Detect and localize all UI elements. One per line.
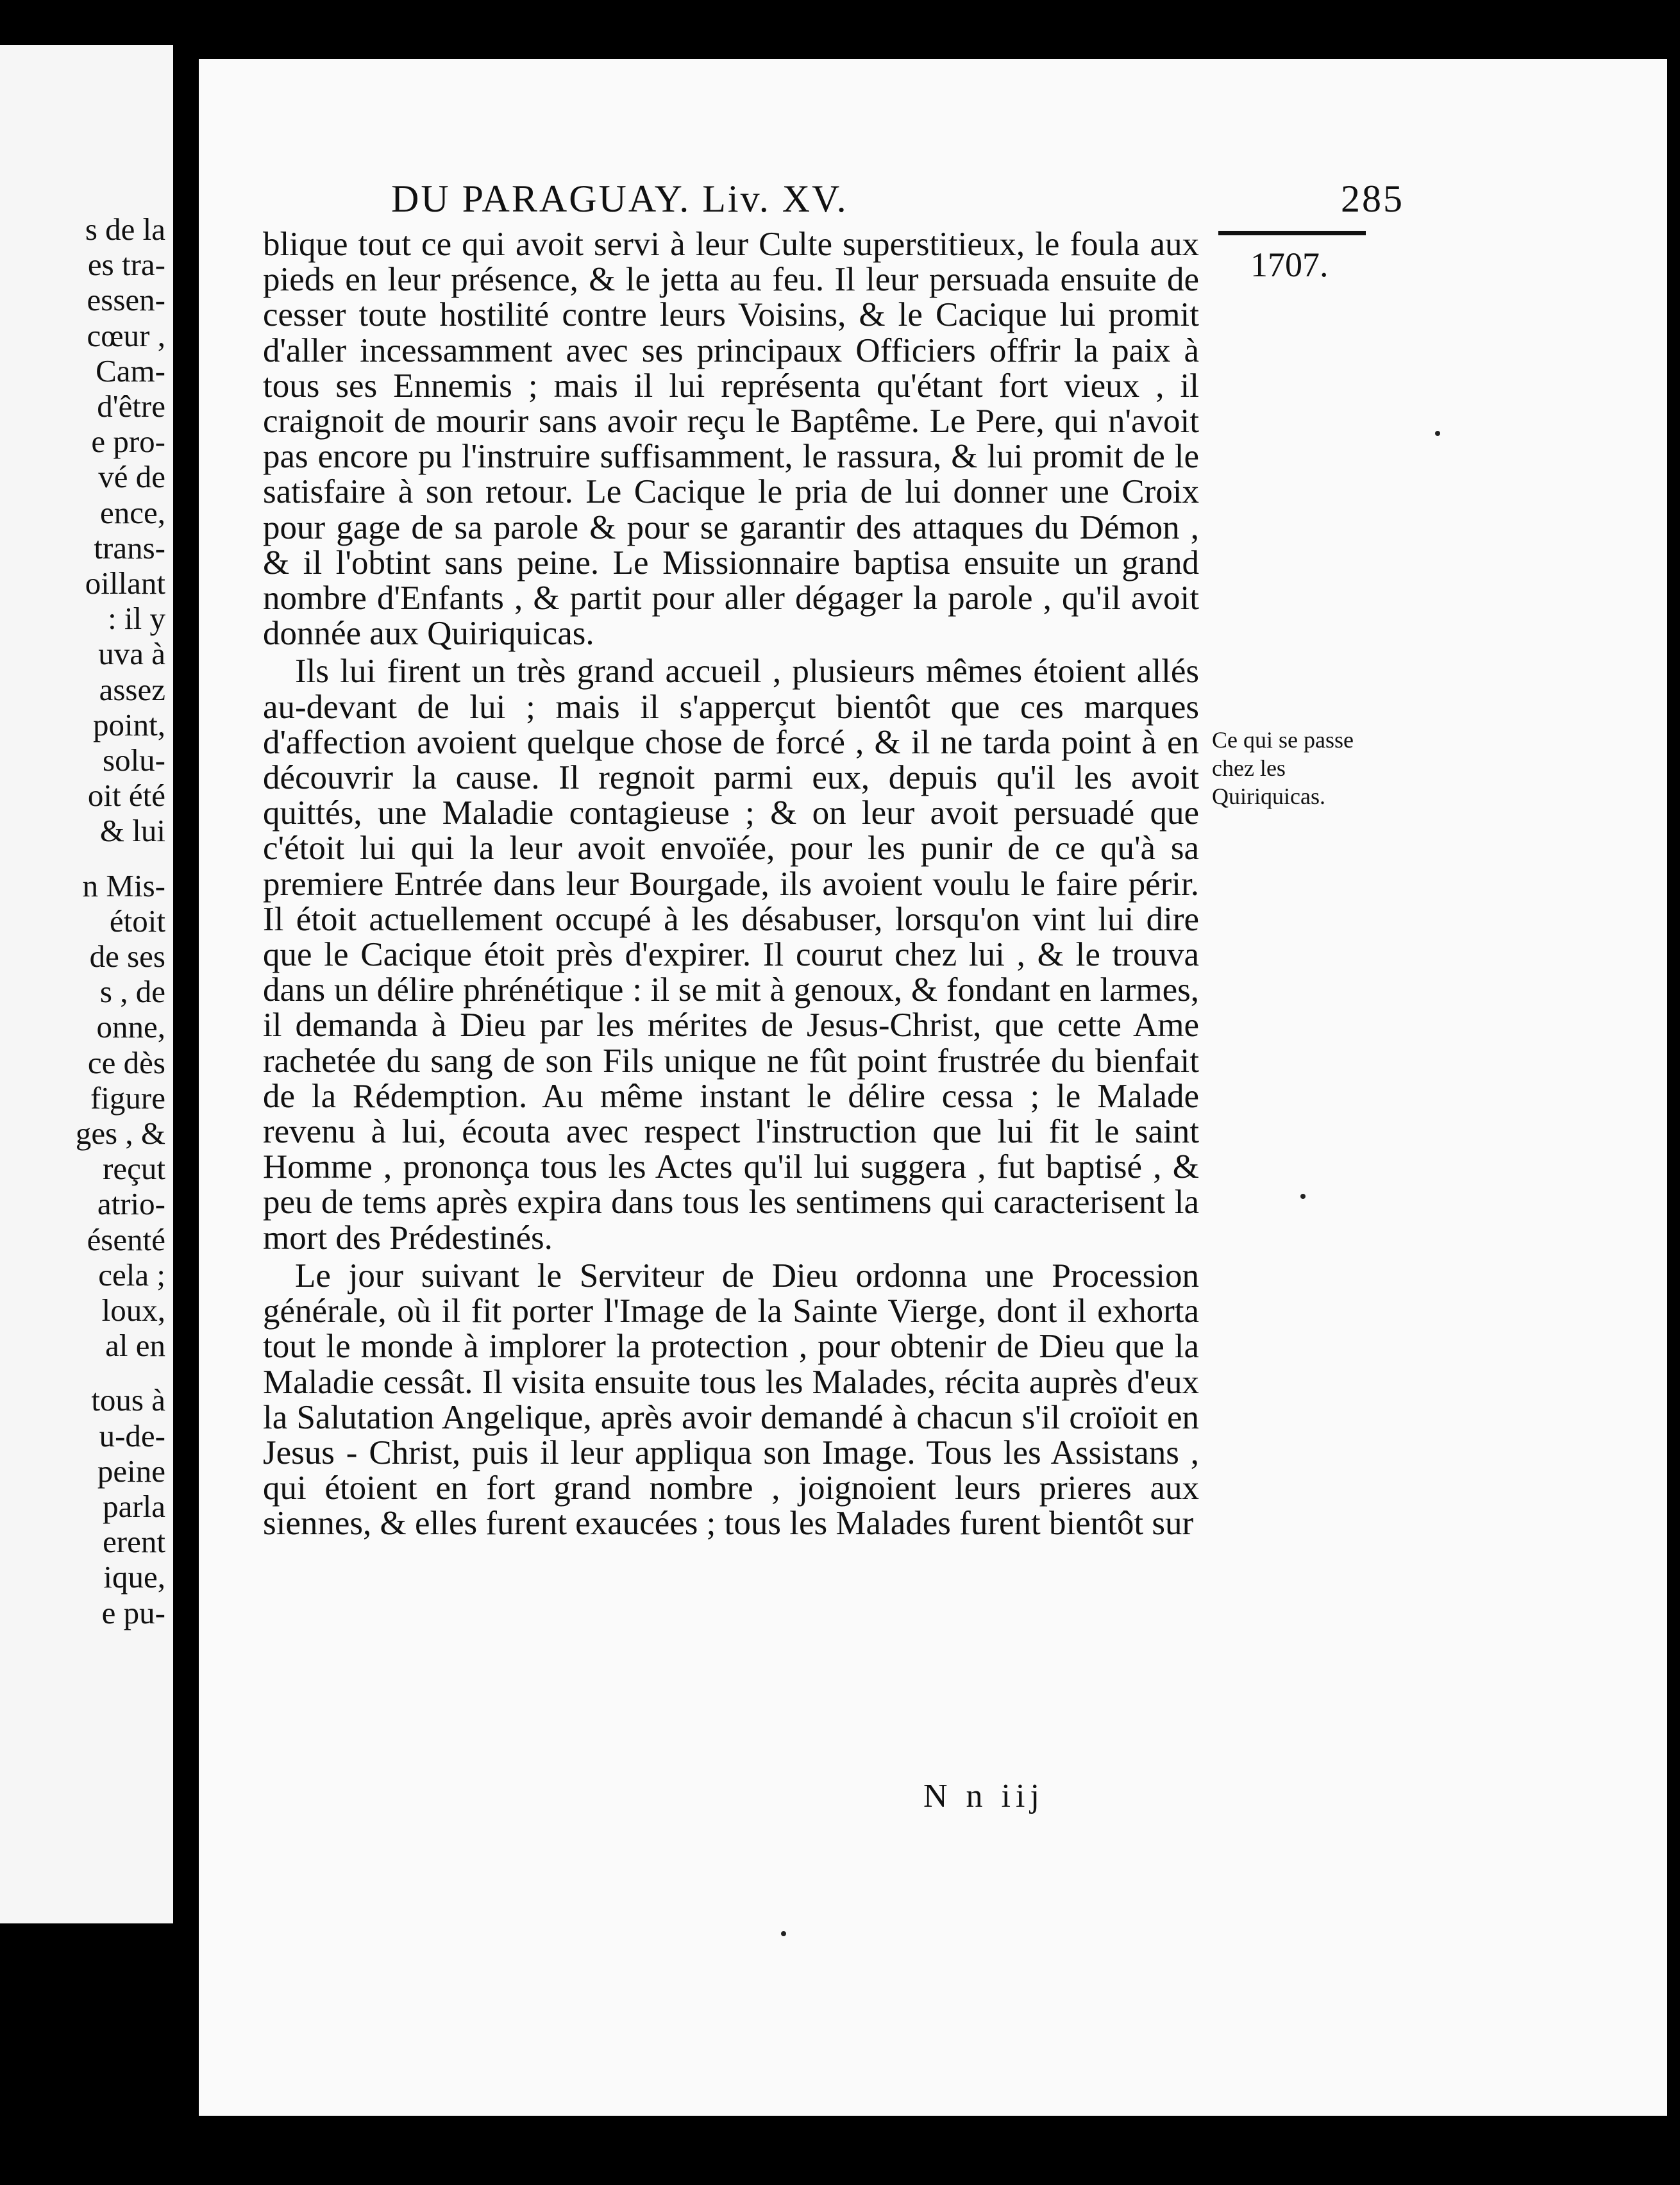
facing-page-line: u-de- xyxy=(99,1418,165,1453)
book-page xyxy=(199,59,1667,2116)
running-title: DU PARAGUAY. Liv. XV. xyxy=(391,178,848,220)
facing-page-line: peine xyxy=(97,1453,165,1489)
page-number: 285 xyxy=(1341,178,1404,220)
paragraph-3: Le jour suivant le Serviteur de Dieu ordonna une Procession générale, où il fit porter l'Image de la Sainte Vierge, dont il exhorta tout le monde à implorer la protection , pour obtenir de Dieu que la Maladie cessât. Il visita ensuite tous les Malades, récita auprès d'eux la Salutation Angelique, après avoir demandé à chacun s'il croïoit en Jesus - Christ, puis il leur appliqua son Image. Tous les Assistans , qui étoient en fort grand nombre , joignoient leurs prieres aux siennes, & elles furent exaucées ; tous les Malades furent bientôt sur xyxy=(263,1257,1199,1543)
margin-year: 1707. xyxy=(1250,246,1329,284)
facing-page-line: n Mis- xyxy=(82,867,165,903)
margin-rule xyxy=(1218,231,1366,235)
facing-page-line: reçut xyxy=(103,1151,165,1187)
facing-page-line: ence, xyxy=(100,494,165,530)
facing-page-line: ésenté xyxy=(87,1221,165,1257)
speck xyxy=(781,1931,786,1936)
facing-page-line: solu- xyxy=(103,742,165,778)
facing-page-line: e pu- xyxy=(101,1595,165,1630)
facing-page-line: es tra- xyxy=(87,247,165,283)
facing-page-line: vé de xyxy=(98,459,165,495)
facing-page-line: oit été xyxy=(87,778,165,814)
facing-page-line: & lui xyxy=(99,813,165,849)
facing-page-line: d'être xyxy=(97,389,165,424)
facing-page-line: erent xyxy=(103,1524,165,1560)
facing-page-line: cela ; xyxy=(98,1257,165,1293)
facing-page-line: s , de xyxy=(99,974,165,1010)
facing-page-line: e pro- xyxy=(91,424,165,460)
running-head xyxy=(391,177,1404,228)
facing-page-line: atrio- xyxy=(97,1186,165,1222)
facing-page-line: trans- xyxy=(94,530,165,565)
facing-page-line: de ses xyxy=(89,939,165,974)
facing-page-line: parla xyxy=(103,1489,165,1524)
facing-page-line: onne, xyxy=(96,1009,165,1045)
facing-page-line: al en xyxy=(105,1328,165,1364)
margin-note: Ce qui se passe chez les Quiriquicas. xyxy=(1212,727,1354,809)
facing-page-line: assez xyxy=(99,671,165,707)
facing-page-line: tous à xyxy=(91,1382,165,1418)
facing-page-line: essen- xyxy=(87,282,165,318)
main-text xyxy=(263,227,1199,1542)
paragraph-1: blique tout ce qui avoit servi à leur Culte superstitieux, le foula aux pieds en leur présence, & le jetta au feu. Il leur persuada ensuite de cesser toute hostilité contre leurs Voisins, & le Cacique lui promit d'aller incessamment avec ses principaux Officiers offrir la paix à tous ses Ennemis ; mais il lui représenta qu'étant fort vieux , il craignoit de mourir sans avoir reçu le Baptême. Le Pere, qui n'avoit pas encore pu l'instruire suffisamment, le rassura, & lui promit de le satisfaire à son retour. Le Cacique le pria de lui donner une Croix pour gage de sa parole & pour se garantir des attaques du Démon , & il l'obtint sans peine. Le Missionnaire baptisa ensuite un grand nombre d'Enfants , & partit pour aller dégager la parole , qu'il avoit donnée aux Quiriquicas. xyxy=(263,226,1199,653)
facing-page-line: loux, xyxy=(101,1293,165,1328)
facing-page-line: étoit xyxy=(109,903,165,939)
facing-page-line: : il y xyxy=(108,601,165,637)
facing-page-line: ce dès xyxy=(87,1044,165,1080)
facing-page-fragment xyxy=(0,45,173,1923)
facing-page-line: cœur , xyxy=(87,317,165,353)
speck xyxy=(1435,431,1440,436)
facing-page-line: figure xyxy=(90,1080,165,1116)
paragraph-2: Ils lui firent un très grand accueil , plusieurs mêmes étoient allés au-devant de lui ; mais il s'apperçut bientôt que ces marques d'affection avoient quelque chose de forcé , & il ne tarda point à en découvrir la cause. Il regnoit parmi eux, depuis qu'il les avoit quittés, une Maladie contagieuse ; & on leur avoit persuadé que c'étoit lui qui la leur avoit envoïée, pour les punir de ce qu'à sa premiere Entrée dans leur Bourgade, ils avoient voulu le faire périr. Il étoit actuellement occupé à les désabuser, lorsqu'on vint lui dire que le Cacique étoit près d'expirer. Il courut chez lui , & le trouva dans un délire phrénétique : il se mit à genoux, & fondant en larmes, il demanda à Dieu par les mérites de Jesus-Christ, que cette Ame rachetée du sang de son Fils unique ne fût point frustrée du bienfait de la Rédemption. Au même instant le délire cessa ; le Malade revenu à lui, écouta avec respect l'instruction que lui fit le saint Homme , prononça tous les Actes qu'il lui suggera , fut baptisé , & peu de tems après expira dans tous les sentimens qui caracterisent la mort des Prédestinés. xyxy=(263,653,1199,1257)
facing-page-line: s de la xyxy=(85,212,165,247)
speck xyxy=(1300,1194,1306,1199)
signature-mark: N n iij xyxy=(923,1778,1045,1814)
facing-page-line: Cam- xyxy=(96,353,165,389)
facing-page-line: oillant xyxy=(85,565,165,601)
facing-page-line: point, xyxy=(93,707,165,742)
facing-page-line: uva à xyxy=(98,636,165,672)
facing-page-line: ges , & xyxy=(75,1116,165,1151)
facing-page-line: ique, xyxy=(103,1559,165,1595)
